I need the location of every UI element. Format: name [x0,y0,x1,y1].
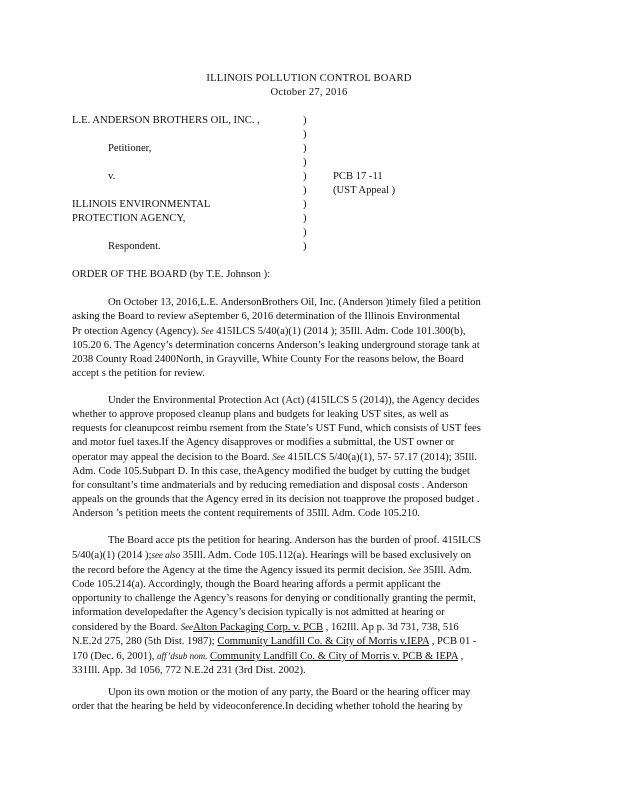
text-line: Upon its own motion or the motion of any party, the Board or the hearing officer may [108,687,471,698]
text-line [72,324,538,339]
text-line: information developedafter the Agency’s decision typically is not admitted at hearing or [72,607,445,618]
case-citation-community-landfill-appeal: Community Landfill Co. & City of Morris v. PCB & IEPA [210,651,458,662]
text-segment: 35Ill. Adm. [420,565,472,576]
case-citation-alton: Alton Packaging Corp. v. PCB [193,622,324,633]
case-citation-community-landfill: Community Landfill Co. & City of Morris v.IEPA [217,636,430,647]
caption-paren: ) [303,199,307,210]
text-line: and motor fuel taxes.If the Agency disapproves or modifies a submittal, the UST owner or [72,437,455,448]
see-signal: See [408,565,421,575]
text-segment: the record before the Agency at the time the Agency issued its permit decision. [72,565,409,576]
text-segment: Pr otection Agency (Agency). [72,326,202,337]
text-line: Under the Environmental Protection Act (Act) (415ILCS 5 (2014)), the Agency decides [108,395,480,406]
caption-paren: ) [303,171,307,182]
text-segment: considered by the Board. [72,622,181,633]
text-line: opportunity to challenge the Agency’s reasons for denying or conditionally granting the permit, [72,593,476,604]
see-signal: See [272,452,285,462]
text-line: accept s the petition for review. [72,368,205,379]
text-line: whether to approve proposed cleanup plans and budgets for leaking UST sites, as well as [72,409,449,420]
paragraph-3 [72,534,538,678]
caption-paren: ) [303,185,307,196]
text-segment: 415ILCS 5/40(a)(1) (2014 ); 35Ill. Adm. Code 101.300(b), [213,326,466,337]
see-also-signal: see also [151,550,181,560]
text-segment: 35Ill. Adm. Code 105.112(a). Hearings will be based exclusively on [180,550,472,561]
text-segment: 5/40(a)(1) (2014 ); [72,550,152,561]
caption-paren: ) [303,115,307,126]
text-segment: 415ILCS 5/40(a)(1), 57- 57.17 (2014); 35Ill. [284,452,477,463]
text-line: Code 105.214(a). Accordingly, though the Board hearing affords a permit applicant the [72,579,441,590]
text-line: asking the Board to review aSeptember 6, 2016 determination of the Illinois Environmental [72,311,461,322]
case-number: PCB 17 -11 [333,171,383,182]
text-line: requests for cleanupcost reimbu rsement from the State’s UST Fund, which consists of UST fees [72,423,481,434]
text-line: On October 13, 2016,L.E. AndersonBrothers Oil, Inc. (Anderson )timely filed a petition [108,297,481,308]
order-heading: ORDER OF THE BOARD (by T.E. Johnson ): [72,269,271,280]
caption-paren: ) [303,143,307,154]
text-segment: 170 (Dec. 6, 2001), [72,651,158,662]
text-line: 331Ill. App. 3d 1056, 772 N.E.2d 231 (3rd Dist. 2002). [72,665,306,676]
caption-paren: ) [303,227,307,238]
text-line [72,548,538,563]
text-segment: N.E.2d 275, 280 (5th Dist. 1987); [72,636,218,647]
caption-paren: ) [303,129,307,140]
text-line [72,635,538,649]
respondent-name-line2: PROTECTION AGENCY, [72,213,186,224]
text-line: The Board acce pts the petition for hearing. Anderson has the burden of proof. 415ILCS [108,535,482,546]
respondent-label: Respondent. [108,241,161,252]
petitioner-name: L.E. ANDERSON BROTHERS OIL, INC. , [72,115,260,126]
petitioner-label: Petitioner, [108,143,152,154]
caption-paren: ) [303,213,307,224]
text-line: for consultant’s time andmaterials and by reducing remediation and disposal costs . Anderson [72,480,468,491]
respondent-name-line1: ILLINOIS ENVIRONMENTAL [72,199,211,210]
caption-paren: ) [303,241,307,252]
text-line [72,649,538,664]
text-line: 105.20 6. The Agency’s determination concerns Anderson’s leaking underground storage tank at [72,340,480,351]
text-line: Anderson ’s petition meets the content requirements of 35Ill. Adm. Code 105.210. [72,508,421,519]
text-line [72,563,538,578]
text-line: appeals on the grounds that the Agency erred in its decision not toapprove the proposed budget . [72,494,480,505]
text-segment: , PCB 01 - [429,636,477,647]
paragraph-1 [72,296,538,381]
versus-label: v. [108,171,116,182]
see-signal: See [201,326,214,336]
text-segment: operator may appeal the decision to the Board. [72,452,273,463]
order-date: October 27, 2016 [270,87,348,98]
text-line: Adm. Code 105.Subpart D. In this case, theAgency modified the budget by cutting the budget [72,466,470,477]
case-type: (UST Appeal ) [333,185,396,196]
text-segment: , [457,651,464,662]
see-signal: See [180,622,194,632]
paragraph-4 [72,686,538,714]
board-title: ILLINOIS POLLUTION CONTROL BOARD [206,73,412,84]
text-segment: , 162Ill. Ap p. 3d 731, 738, 516 [323,622,459,633]
text-line [72,450,538,465]
text-line [72,620,538,635]
affd-signal: aff’dsub nom. [157,651,208,661]
text-line: order that the hearing be held by videoconference.In deciding whether tohold the hearing by [72,701,463,712]
caption-parentheses [303,114,313,254]
caption-paren: ) [303,157,307,168]
text-line: 2038 County Road 2400North, in Grayville, White County For the reasons below, the Board [72,354,464,365]
paragraph-2 [72,394,538,521]
